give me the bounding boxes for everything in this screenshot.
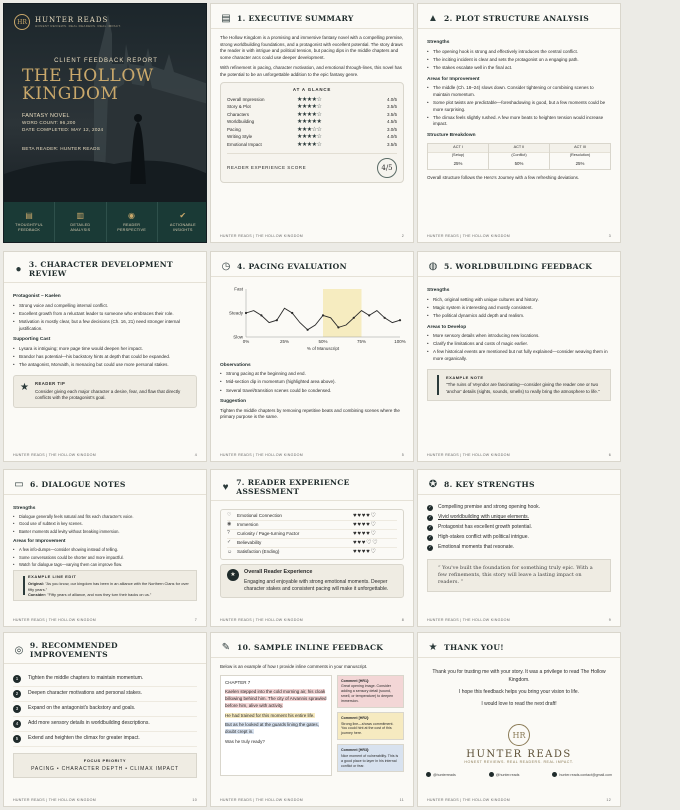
observations-list (220, 371, 404, 394)
book-icon: ▤ (25, 210, 33, 220)
executive-summary-page (210, 3, 414, 243)
data-point (260, 314, 262, 316)
contact-row (418, 772, 620, 777)
list-item: • Banter moments add levity without breaking immersion. (13, 529, 197, 535)
data-point (337, 326, 339, 328)
instagram-icon (426, 772, 431, 777)
page-title: 6. DIALOGUE NOTES (30, 479, 126, 489)
page-footer: HUNTER READS | THE HOLLOW KINGDOM 2 (220, 234, 404, 238)
reader-experience-page (210, 469, 414, 627)
list-item: • Brandor has potential—his backstory hints at depth that could be expanded. (13, 354, 197, 361)
star-rating: ★★★★☆ (297, 134, 322, 141)
thank-you-page (417, 632, 621, 807)
cover-page (3, 3, 207, 243)
improvements-list (13, 672, 197, 747)
data-point (322, 314, 324, 316)
list-item: • A few historical events are mentioned but not fully explained—consider weaving them in more organically. (427, 349, 611, 362)
data-point (399, 319, 401, 321)
page-footer: HUNTER READS | THE HOLLOW KINGDOM 5 (220, 453, 404, 457)
page-title: 7. READER EXPERIENCE ASSESSMENT (236, 478, 350, 496)
assessment-row: ◉ Immersion ♥♥♥♥♡ (227, 521, 397, 530)
page-title: 1. EXECUTIVE SUMMARY (237, 13, 354, 23)
brand-name: HUNTER READS (35, 16, 109, 24)
list-item: • The opening hook is strong and effectively introduces the central conflict. (427, 49, 611, 56)
list-item: 3 Expand on the antagonist's backstory and goals. (13, 702, 197, 717)
section-heading: Observations (220, 362, 251, 368)
list-item: 4 Add more sensory details in worldbuilding descriptions. (13, 717, 197, 732)
list-item: • Magic system is interesting and mostly consistent. (427, 305, 611, 312)
x-tick-label: 100% (394, 339, 406, 344)
data-point (307, 329, 309, 331)
strengths-list (13, 514, 197, 534)
star-rating: ★★★★☆ (297, 104, 322, 111)
structure-summary: Overall structure follows the Hero's Journey with a few refreshing deviations. (427, 174, 580, 180)
brand-tagline: HONEST REVIEWS. REAL READERS. REAL IMPACT. (35, 24, 122, 28)
overall-experience-box: ★ Overall Reader Experience Engaging and enjoyable with strong emotional moments. Deeper character stakes and consistent pacing will make it unforgettable. (220, 564, 404, 598)
mountain-icon: ▲ (428, 12, 438, 24)
check-icon: ✓ (428, 545, 432, 550)
highlight-region (323, 289, 362, 337)
x-tick-label: 0% (242, 339, 250, 344)
target-icon: ◎ (14, 644, 24, 656)
list-item: • Several travel/transition scenes could be condensed. (220, 388, 404, 395)
list-item: • The climax feels slightly rushed. A few more beats to heighten tension would increase impact. (427, 115, 611, 128)
page-title: THANK YOU! (444, 642, 504, 652)
list-item: • A few info-dumps—consider showing instead of telling. (13, 547, 197, 553)
check-icon: ✓ (428, 515, 432, 520)
section-heading: Structure Breakdown (427, 132, 476, 138)
rating-row: Story & Plot ★★★★☆ 3.5/5 (227, 104, 397, 111)
strengths-list (427, 297, 611, 320)
rating-row: Pacing ★★★☆☆ 3.0/5 (227, 126, 397, 133)
list-item: • Mid-section dip in momentum (highlighted area above). (220, 379, 404, 386)
data-point (291, 312, 293, 314)
y-tick-label: Steady (228, 310, 243, 316)
smile-icon: ☺ (227, 548, 233, 555)
list-item: • Strong pacing at the beginning and end. (220, 371, 404, 378)
list-item: • The stakes escalate well in the final act. (427, 65, 611, 72)
feature-analysis: ▥ DETAILED ANALYSIS (55, 202, 106, 242)
thanks-text: I would love to read the next draft! (481, 701, 557, 707)
section-heading: Areas for Improvement (13, 539, 66, 545)
line-edit-box: EXAMPLE LINE EDIT Original: "As you know, our kingdom has been in an alliance with the Northern Clans for over fifty years." Consider: "Fifty years of alliance, and now they turn their backs on us." (13, 570, 197, 601)
list-item: ✓ Compelling premise and strong opening hook. (428, 504, 541, 511)
experience-score: READER EXPERIENCE SCORE 4/5 (227, 153, 397, 178)
plot-structure-page (417, 3, 621, 243)
rating-row: Characters ★★★★☆ 3.5/5 (227, 111, 397, 118)
y-tick-label: Slow (233, 334, 243, 340)
beta-reader: BETA READER: HUNTER READS (22, 145, 101, 151)
page-title: 2. PLOT STRUCTURE ANALYSIS (444, 13, 589, 23)
page-footer: HUNTER READS | THE HOLLOW KINGDOM 3 (427, 234, 611, 238)
data-point (384, 317, 386, 319)
improvement-list (13, 547, 197, 567)
assessment-row: ? Curiosity / Page-turning Factor ♥♥♥♥♡ (227, 530, 397, 539)
data-point (353, 317, 355, 319)
data-point (276, 319, 278, 321)
twitter-icon (489, 772, 494, 777)
page-title: 9. RECOMMENDED IMPROVEMENTS (29, 641, 118, 659)
list-item: • Rich, original setting with unique cultures and history. (427, 297, 611, 304)
key-strengths-page (417, 469, 621, 627)
assessment-row: ☺ Satisfaction (Ending) ♥♥♥♥♡ (227, 548, 377, 556)
list-item: 1 Tighten the middle chapters to maintain momentum. (13, 672, 197, 687)
manuscript-sample (220, 675, 404, 777)
star-rating: ★★★☆☆ (297, 126, 322, 133)
clock-icon: ◷ (221, 260, 231, 272)
strengths-list (427, 49, 611, 72)
check-icon: ✓ (428, 525, 432, 530)
email-icon (552, 772, 557, 777)
reader-tip-box: ★ READER TIP Consider giving each major character a desire, fear, and flaw that directly conflicts with the protagonist's goal. (13, 375, 197, 408)
star-icon: ★ (428, 641, 438, 653)
rating-row: Worldbuilding ★★★★★ 4.5/5 (227, 119, 397, 126)
x-tick-label: 75% (356, 339, 367, 344)
report-label: CLIENT FEEDBACK REPORT (54, 58, 158, 64)
summary-paragraph: The Hollow Kingdom is a promising and immersive fantasy novel with a compelling premise, strong worldbuilding foundations, and a protagonist with excellent potential. The story draws the reader in with intrigue and political tension, but pacing dips in the middle chapters and some character arcs could use deeper development. (220, 35, 404, 60)
strengths-list (427, 503, 611, 553)
section-heading: Strengths (427, 288, 450, 293)
list-item: • Dialogue generally feels natural and fits each character's voice. (13, 514, 197, 520)
develop-list (427, 333, 611, 362)
act-cell: ACT III (Resolution) 25% (550, 144, 610, 169)
act-cell: ACT II (Conflict) 50% (489, 144, 550, 169)
rating-row: Overall Impression ★★★★☆ 4.0/5 (227, 96, 397, 103)
glance-title: AT A GLANCE (292, 87, 332, 93)
page-footer: HUNTER READS | THE HOLLOW KINGDOM 11 (220, 798, 404, 802)
structure-table (427, 143, 611, 170)
page-footer: HUNTER READS | THE HOLLOW KINGDOM 12 (427, 798, 611, 802)
example-note-box: EXAMPLE NOTE "The ruins of Veyndor are fascinating—consider giving the reader one or two 'anchor' details (sights, sounds, smells) to really bring the atmosphere to life." (427, 369, 611, 402)
section-heading: Areas to Develop (427, 324, 467, 330)
section-heading: Areas for Improvement (427, 76, 480, 82)
check-icon: ✓ (227, 539, 232, 546)
list-item: • Strong voice and compelling internal conflict. (13, 303, 197, 310)
brand-logo: HR (14, 14, 30, 30)
list-item: • The political dynamics add depth and realism. (427, 313, 611, 320)
improvements-page (3, 632, 207, 807)
assessment-table (220, 509, 404, 560)
rating-row: Writing Style ★★★★☆ 4.0/5 (227, 134, 397, 141)
star-icon: ★ (20, 381, 29, 393)
list-item: • The antagonist, Morvaith, is menacing but could use more personal stakes. (13, 362, 197, 369)
list-item: • Excellent growth from a reluctant leader to someone who embraces their role. (13, 311, 197, 318)
suggestion-text: Tighten the middle chapters by removing repetitive beats and combining scenes where the primary purpose is the same. (220, 407, 400, 420)
section-heading: Protagonist – Kaelen (13, 294, 61, 299)
x-tick-label: 25% (279, 339, 290, 344)
list-item: • Some plot twists are predictable—foreshadowing is good, but a few moments could be more surprising. (427, 100, 611, 113)
eye-icon: ◉ (128, 210, 136, 220)
list-item: ✓ Protagonist has excellent growth potential. (428, 524, 532, 531)
improvement-list (427, 85, 611, 127)
book-title: THE HOLLOW KINGDOM (22, 66, 154, 104)
at-a-glance-box (220, 82, 404, 183)
data-point (368, 314, 370, 316)
email-link[interactable]: hunter.reads.contact@gmail.com (552, 772, 612, 777)
pacing-page (210, 251, 414, 462)
worldbuilding-page (417, 251, 621, 462)
feature-bar (4, 202, 207, 242)
feature-feedback: ▤ THOUGHTFUL FEEDBACK (4, 202, 55, 242)
page-footer: HUNTER READS | THE HOLLOW KINGDOM 6 (427, 453, 611, 457)
page-footer: HUNTER READS | THE HOLLOW KINGDOM 4 (13, 453, 197, 457)
list-item: ✓ Emotional moments that resonate. (428, 544, 515, 551)
star-rating: ★★★★☆ (297, 96, 322, 103)
page-footer: HUNTER READS | THE HOLLOW KINGDOM 7 (13, 618, 197, 622)
page-footer: HUNTER READS | THE HOLLOW KINGDOM 8 (220, 618, 404, 622)
section-heading: Strengths (427, 40, 450, 45)
eye-icon: ◉ (227, 521, 232, 528)
assessment-row: ✓ Believability ♥♥♥♡♡ (227, 539, 397, 548)
pencil-icon: ✎ (221, 641, 231, 653)
page-title: 3. CHARACTER DEVELOPMENT REVIEW (28, 260, 173, 278)
list-item: ✓ High-stakes conflict with political intrigue. (428, 534, 529, 541)
character-review-page (3, 251, 207, 462)
page-title: 4. PACING EVALUATION (237, 261, 347, 271)
comments-column (337, 675, 404, 777)
list-item: • Some conversations could be shorter and more impactful. (13, 555, 197, 561)
focus-priority-box: FOCUS PRIORITY PACING • CHARACTER DEPTH • CLIMAX IMPACT (13, 753, 197, 778)
list-item: • Clarify the limitations and costs of magic earlier. (427, 341, 611, 348)
protagonist-list (13, 303, 197, 332)
inline-feedback-page (210, 632, 414, 807)
person-icon: ● (15, 263, 22, 275)
cast-list (13, 346, 197, 369)
thanks-text: Thank you for trusting me with your story. It was a privilege to read The Hollow Kingdom. (432, 669, 606, 683)
score-badge: 4/5 (377, 158, 397, 178)
list-item: • The middle (Ch. 18–24) slows down. Consider tightening or combining scenes to maintain momentum. (427, 85, 611, 98)
check-icon: ✓ (428, 535, 432, 540)
globe-icon: ◍ (428, 260, 438, 272)
heart-icon: ♡ (227, 512, 232, 519)
list-item: • Watch for dialogue tags—varying them can improve flow. (13, 562, 197, 568)
pacing-chart (220, 283, 406, 355)
instagram-link[interactable]: @hunterreads (426, 772, 456, 777)
section-heading: Strengths (13, 506, 36, 511)
x-axis-label: % of Manuscript (306, 346, 340, 351)
feature-perspective: ◉ READER PERSPECTIVE (107, 202, 158, 242)
question-icon: ? (227, 530, 230, 537)
list-item: • Good use of subtext in key scenes. (13, 521, 197, 527)
book-meta: FANTASY NOVEL WORD COUNT: 96,200 DATE COMPLETED: MAY 12, 2024 (22, 112, 104, 132)
page-title: 10. SAMPLE INLINE FEEDBACK (237, 642, 384, 652)
star-rating: ★★★★☆ (297, 141, 322, 148)
check-icon: ✔ (179, 210, 187, 220)
list-item: • The inciting incident is clear and sets the protagonist on a engaging path. (427, 57, 611, 64)
comment-box: Comment [HR1]: Great opening image. Consider adding a sensory detail (sound, smell, or temperature) to deepen immersion. (337, 675, 404, 708)
medal-icon: ✪ (428, 478, 438, 490)
page-footer: HUNTER READS | THE HOLLOW KINGDOM 10 (13, 798, 197, 802)
encouragement-quote: “ You've built the foundation for something truly epic. With a few refinements, this story will leave a lasting impact on readers. ” (427, 559, 611, 592)
list-item: 2 Deepen character motivations and personal stakes. (13, 687, 197, 702)
comment-box: Comment [HR3]: Nice moment of vulnerability. This is a good place to layer in his internal conflict or fear. (337, 744, 404, 772)
list-item: 5 Extend and heighten the climax for greater impact. (13, 732, 197, 747)
list-item: ✓ Vivid worldbuilding with unique elements. (428, 514, 530, 521)
section-heading: Supporting Cast (13, 337, 51, 343)
brand-logo: HR HUNTER READS HONEST REVIEWS. REAL READERS. REAL IMPACT. (418, 724, 620, 764)
star-rating: ★★★★★ (297, 119, 322, 126)
speech-bubble-icon: ▭ (14, 478, 24, 490)
data-point (245, 312, 247, 314)
y-tick-label: Fast (234, 286, 243, 292)
list-item: • Lysara is intriguing; more page time would deepen her impact. (13, 346, 197, 353)
page-footer: HUNTER READS | THE HOLLOW KINGDOM 9 (427, 618, 611, 622)
intro-text: Below is an example of how I provide inline comments in your manuscript. (220, 664, 368, 669)
check-icon: ✓ (428, 505, 432, 510)
chart-icon: ▥ (76, 210, 85, 220)
twitter-link[interactable]: @hunter.reads (489, 772, 520, 777)
assessment-row: ♡ Emotional Connection ♥♥♥♥♡ (227, 512, 397, 521)
summary-paragraph: With refinement in pacing, character motivation, and emotional through-lines, this novel has the potential to be an unforgettable addition to the epic fantasy genre. (220, 65, 402, 77)
page-title: 5. WORLDBUILDING FEEDBACK (444, 261, 593, 271)
list-item: • Motivation is mostly clear, but a few decisions (Ch. 16, 21) need stronger internal justification. (13, 319, 197, 332)
thanks-text: I hope this feedback helps you bring your vision to life. (458, 689, 580, 695)
document-icon: ▤ (221, 12, 231, 24)
page-title: 8. KEY STRENGTHS (444, 479, 535, 489)
comment-box: Comment [HR2]: Strong line—shows commitment. You could hint at the cost of this journey here. (337, 712, 404, 740)
section-heading: Suggestion (220, 399, 247, 405)
star-rating: ★★★★☆ (297, 111, 322, 118)
x-tick-label: 50% (318, 339, 328, 344)
act-cell: ACT I (Setup) 25% (428, 144, 489, 169)
dialogue-page (3, 469, 207, 627)
list-item: • More sensory details when introducing new locations. (427, 333, 611, 340)
manuscript-text: CHAPTER 7 Kaelen stepped into the cold morning air, his cloak billowing behind him. The city of Arvannis sprawled before him, alive with activity. He had trained for this moment his entire life. But as he looked at the guards lining the gates, doubt crept in. Was he truly ready? (220, 675, 332, 777)
rating-row: Emotional Impact ★★★★☆ 3.5/5 (227, 141, 397, 148)
heart-icon: ♥ (222, 481, 229, 493)
star-icon: ★ (227, 569, 239, 581)
feature-insights: ✔ ACTIONABLE INSIGHTS (169, 210, 196, 233)
